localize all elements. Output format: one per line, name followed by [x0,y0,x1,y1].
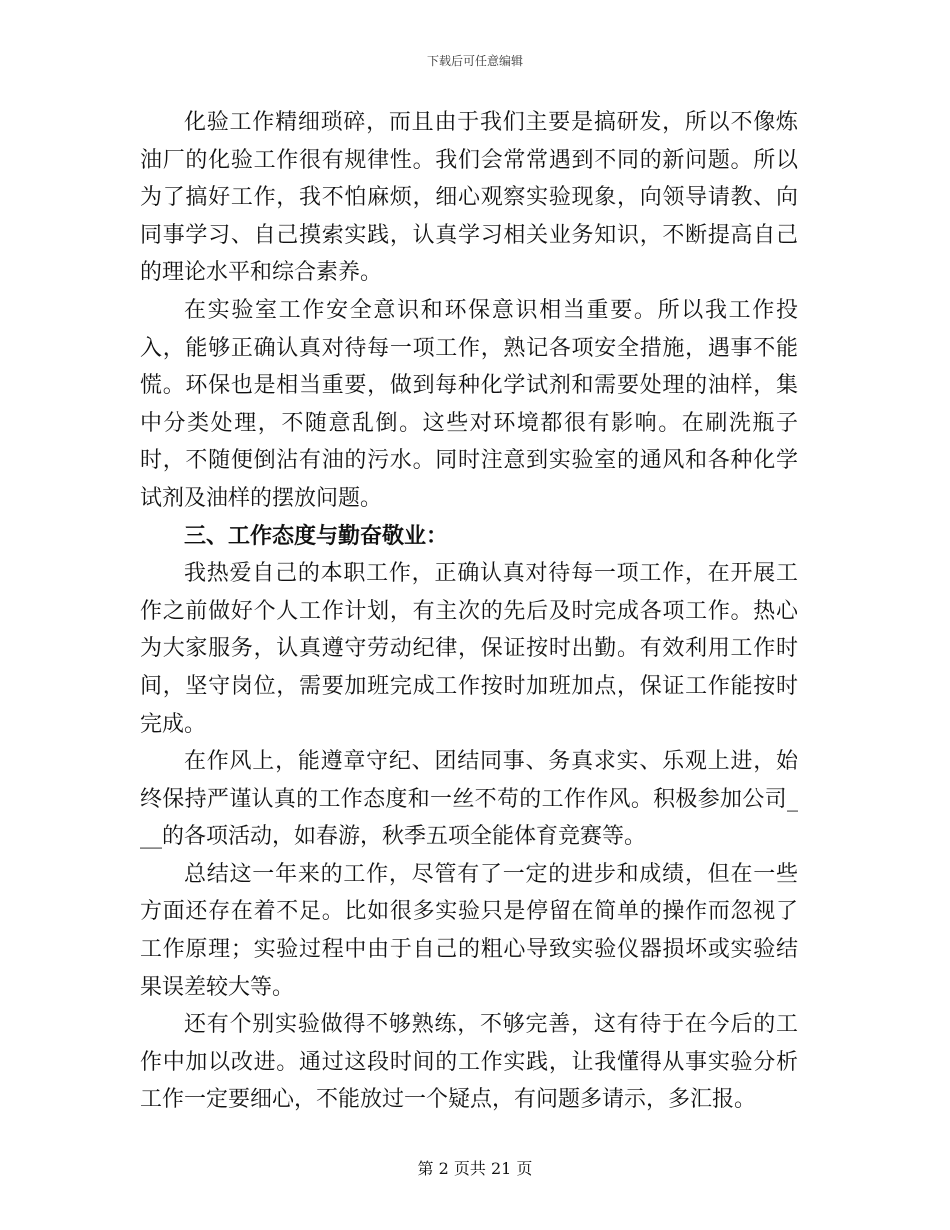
paragraph-summary: 总结这一年来的工作，尽管有了一定的进步和成绩，但在一些方面还存在着不足。比如很多实验只是停留在简单的操作而忽视了工作原理；实验过程中由于自己的粗心导致实验仪器损坏或实验结果误差较大等。 [140,861,798,1000]
document-body [140,104,798,1119]
paragraph-improvement: 还有个别实验做得不够熟练，不够完善，这有待于在今后的工作中加以改进。通过这段时间的工作实践，让我懂得从事实验分析工作一定要细心，不能放过一个疑点，有问题多请示，多汇报。 [140,1012,798,1113]
page-footer: 第 2 页共 21 页 [417,1159,533,1178]
section-heading: 三、工作态度与勤奋敬业： [184,523,449,549]
page-header: 下载后可任意编辑 [426,54,523,68]
paragraph-conduct: 在作风上，能遵章守纪、团结同事、务真求实、乐观上进，始终保持严谨认真的工作态度和一丝不苟的工作作风。积极参加公司___的各项活动，如春游，秋季五项全能体育竞赛等。 [140,749,798,850]
paragraph-lab-work: 化验工作精细琐碎，而且由于我们主要是搞研发，所以不像炼油厂的化验工作很有规律性。我们会常常遇到不同的新问题。所以为了搞好工作，我不怕麻烦，细心观察实验现象，向领导请教、向同事学习、自己摸索实践，认真学习相关业务知识，不断提高自己的理论水平和综合素养。 [140,110,798,286]
paragraph-safety: 在实验室工作安全意识和环保意识相当重要。所以我工作投入，能够正确认真对待每一项工作，熟记各项安全措施，遇事不能慌。环保也是相当重要，做到每种化学试剂和需要处理的油样，集中分类处理，不随意乱倒。这些对环境都很有影响。在刷洗瓶子时，不随便倒沾有油的污水。同时注意到实验室的通风和各种化学试剂及油样的摆放问题。 [140,297,798,511]
paragraph-attitude: 我热爱自己的本职工作，正确认真对待每一项工作，在开展工作之前做好个人工作计划，有主次的先后及时完成各项工作。热心为大家服务，认真遵守劳动纪律，保证按时出勤。有效利用工作时间，坚守岗位，需要加班完成工作按时加班加点，保证工作能按时完成。 [140,561,798,737]
